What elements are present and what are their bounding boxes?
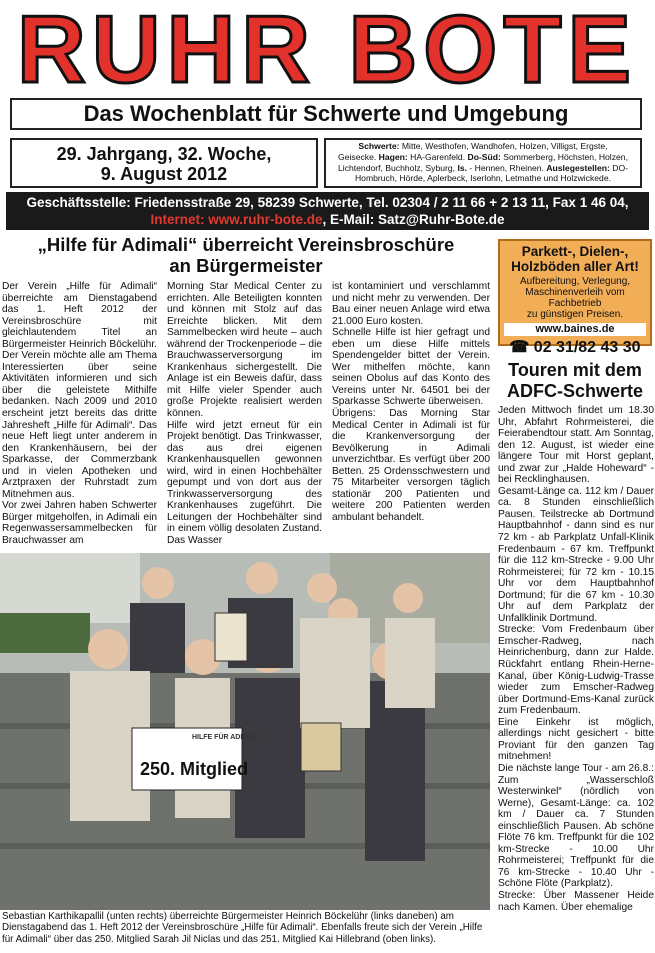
email-link[interactable]: , E-Mail: Satz@Ruhr-Bote.de (322, 212, 505, 227)
ad-body-3: zu günstigen Preisen. (526, 309, 624, 320)
contact-bar (6, 192, 649, 230)
masthead-logo (6, 2, 649, 94)
ad-title-1: Parkett-, Dielen-, (521, 244, 629, 259)
ad-title-2: Holzböden aller Art! (511, 259, 639, 274)
article-column-1: Der Verein „Hilfe für Adimali“ überreichte am Dienstagabend das 1. Heft 2012 der Vereinsbroschüre mit gleichlautendem Titel an Bürgermeister Heinrich Böckelühr. Der Verein möchte alle am Thema Interessierten über seine Aktivitäten informieren und sich über die geleistete Mithilfe bedanken. Nach 2009 und 2010 erscheint jetzt bereits das dritte Jahresheft „Hilfe für Adimali“. Das neue Heft liegt unter anderem in den Krankenhäusern, bei der Sparkasse, der Commerzbank und in vielen Apotheken und Arztpraxen der Ruhrstadt zum Mitnehmen aus. Vor zwei Jahren haben Schwerter Bürger mitgeholfen, in Adimali ein Regenwassersammelbecken für Brauchwasser am (2, 281, 157, 547)
website-link[interactable]: Internet: www.ruhr-bote.de (150, 212, 323, 227)
issue-line-1: 29. Jahrgang, 32. Woche, (56, 144, 272, 164)
advertisement[interactable] (498, 239, 652, 356)
issue-line-2: 9. August 2012 (100, 164, 228, 184)
ad-phone: ☎ 02 31/82 43 30 (509, 339, 641, 356)
adfc-article-column: Jeden Mittwoch findet um 18.30 Uhr, Abfahrt Rohrmeisterei, die Feierabendtour statt. Am Sonntag, den 12. August, ist wieder eine längere Tour mit Horst geplant, und zwar zur „Halde Hoheward“ - bei Recklinghausen. Gesamt-Länge ca. 112 km / Dauer ca. 8 Stunden einschließlich Pausen. Teilstrecke ab Dortmund Hauptbahnhof - dann sind es nur 72 km - ab Parkplatz Unfall-Klinik Fredenbaum - 67 km. Treffpunkt für die 112 km-Strecke - 9.00 Uhr Rohrmeisterei; für 72 km - 10.15 Uhr vor dem Hauptbahnhof Dortmund; für die 67 km - 10.30 Uhr auf dem Parkplatz der Unfallklinik Dortmund. Strecke: Vom Fredenbaum über Emscher-Radweg, nach Heinrichenburg, dann zur Halde. Rückfahrt entlang Rhein-Herne-Kanal, über König-Ludwig-Trasse wieder zum Emscher-Radweg über Dortmund-Ems-Kanal zurück zum Fredenbaum. Eine Einkehr ist möglich, allerdings nicht gesichert - bitte Proviant für den ganzen Tag mitnehmen! Die nächste lange Tour - am 26.8.: Zum „Wasserschloß Westerwinkel“ (nördlich von Werne), Gesamt-Länge: ca. 102 km / Dauer ca. 7 Stunden einschließlich Pausen. Ab schöne Flöte 76 km. Treffpunkt für die 102 km-Strecke - 10.00 Uhr Rohrmeisterei; Treffpunkt für die 76 km-Strecke - 10.40 Uhr - Schöne Flöte (Parkplatz). Strecke: Über Massener Heide nach Kamen. Über ehemalige (498, 405, 654, 913)
article-photo (0, 553, 490, 910)
photo-caption: Sebastian Karthikapallil (unten rechts) überreichte Bürgermeister Heinrich Böckelühr (links daneben) am Dienstagabend das 1. Heft 2012 der Vereinsbroschüre „Hilfe für Adimali“. Ebenfalls freute sich der Verein „Hilfe für Adimali“ über das 250. Mitglied Sarah Jil Niclas und das 251. Mitglied Kai Hillebrand (oben links). (2, 911, 483, 945)
article-column-3: ist kontaminiert und verschlammt und nicht mehr zu verwenden. Der Bau einer neuen Anlage wird etwa 21.000 Euro kosten. Schnelle Hilfe ist hier gefragt und eben um diese Hilfe mittels Spendengelder bittet der Verein. Wer mithelfen möchte, kann seinen Obolus auf das Konto des Vereins unter Nr. 64501 bei der Sparkasse Schwerte überweisen. Übrigens: Das Morning Star Medical Center in Adimali ist für die Krankenversorgung der Bevölkerung in Adimali unverzichtbar. Es verfügt über 200 Betten. 25 Ordensschwestern und 75 Mitarbeiter versorgen täglich stationär 200 Patienten und weitere 200 Patienten werden ambulant behandelt. (332, 281, 490, 523)
issue-info (10, 138, 318, 188)
article-column-2: Morning Star Medical Center zu errichten. Alle Beteiligten konnten und können mit Stolz auf das Erreichte blicken. Mit dem Sammelbecken wird heute – auch während der Trockenperiode – die Brauchwasserversorgung im Krankenhaus sichergestellt. Die Anlage ist ein Beweis dafür, dass mit Hilfe vieler Spender auch große Projekte realisiert werden können. Hilfe wird jetzt erneut für ein Projekt benötigt. Das Trinkwasser, das aus drei eigenen Krankenhausquellen gewonnen wird, wird in einen Hochbehälter gepumpt und von dort aus der Trinkwasserversorgung des Krankenhauses zugeführt. Die Leitungen der Hochbehälter sind in einem völlig desolaten Zustand. Das Wasser (167, 281, 322, 547)
distribution-regions: Schwerte: Mitte, Westhofen, Wandhofen, Holzen, Villigst, Ergste, Geisecke. Hagen: HA-Garenfeld. Do-Süd: Sommerberg, Höchsten, Holzen, Lichtendorf, Buchholz, Syburg, Is. - Hennen, Rheinen. Auslegestellen: DO- Hombruch, Hörde, Aplerbeck, Iserlohn, Letmathe und Holzwickede. (324, 138, 642, 188)
adfc-headline: Touren mit dem ADFC-Schwerte (506, 360, 644, 401)
subtitle-bar: Das Wochenblatt für Schwerte und Umgebung (10, 98, 642, 130)
sign-text: 250. Mitglied (140, 759, 249, 779)
masthead-title: RUHR BOTE (17, 2, 637, 94)
ad-body-1: Aufbereitung, Verlegung, (519, 276, 631, 287)
sign-logo-text: HILFE FÜR ADIMALI (192, 734, 260, 741)
article-headline: „Hilfe für Adimali“ überreicht Vereinsbroschüre an Bürgermeister (37, 234, 455, 276)
masthead (6, 2, 649, 94)
ad-body-2: Maschinenverleih vom Fachbetrieb (525, 287, 625, 309)
contact-address: Geschäftsstelle: Friedensstraße 29, 58239 Schwerte, Tel. 02304 / 2 11 66 + 2 13 11, Fax 1 46 04, (26, 195, 629, 210)
ad-website[interactable]: www.baines.de (504, 323, 646, 336)
